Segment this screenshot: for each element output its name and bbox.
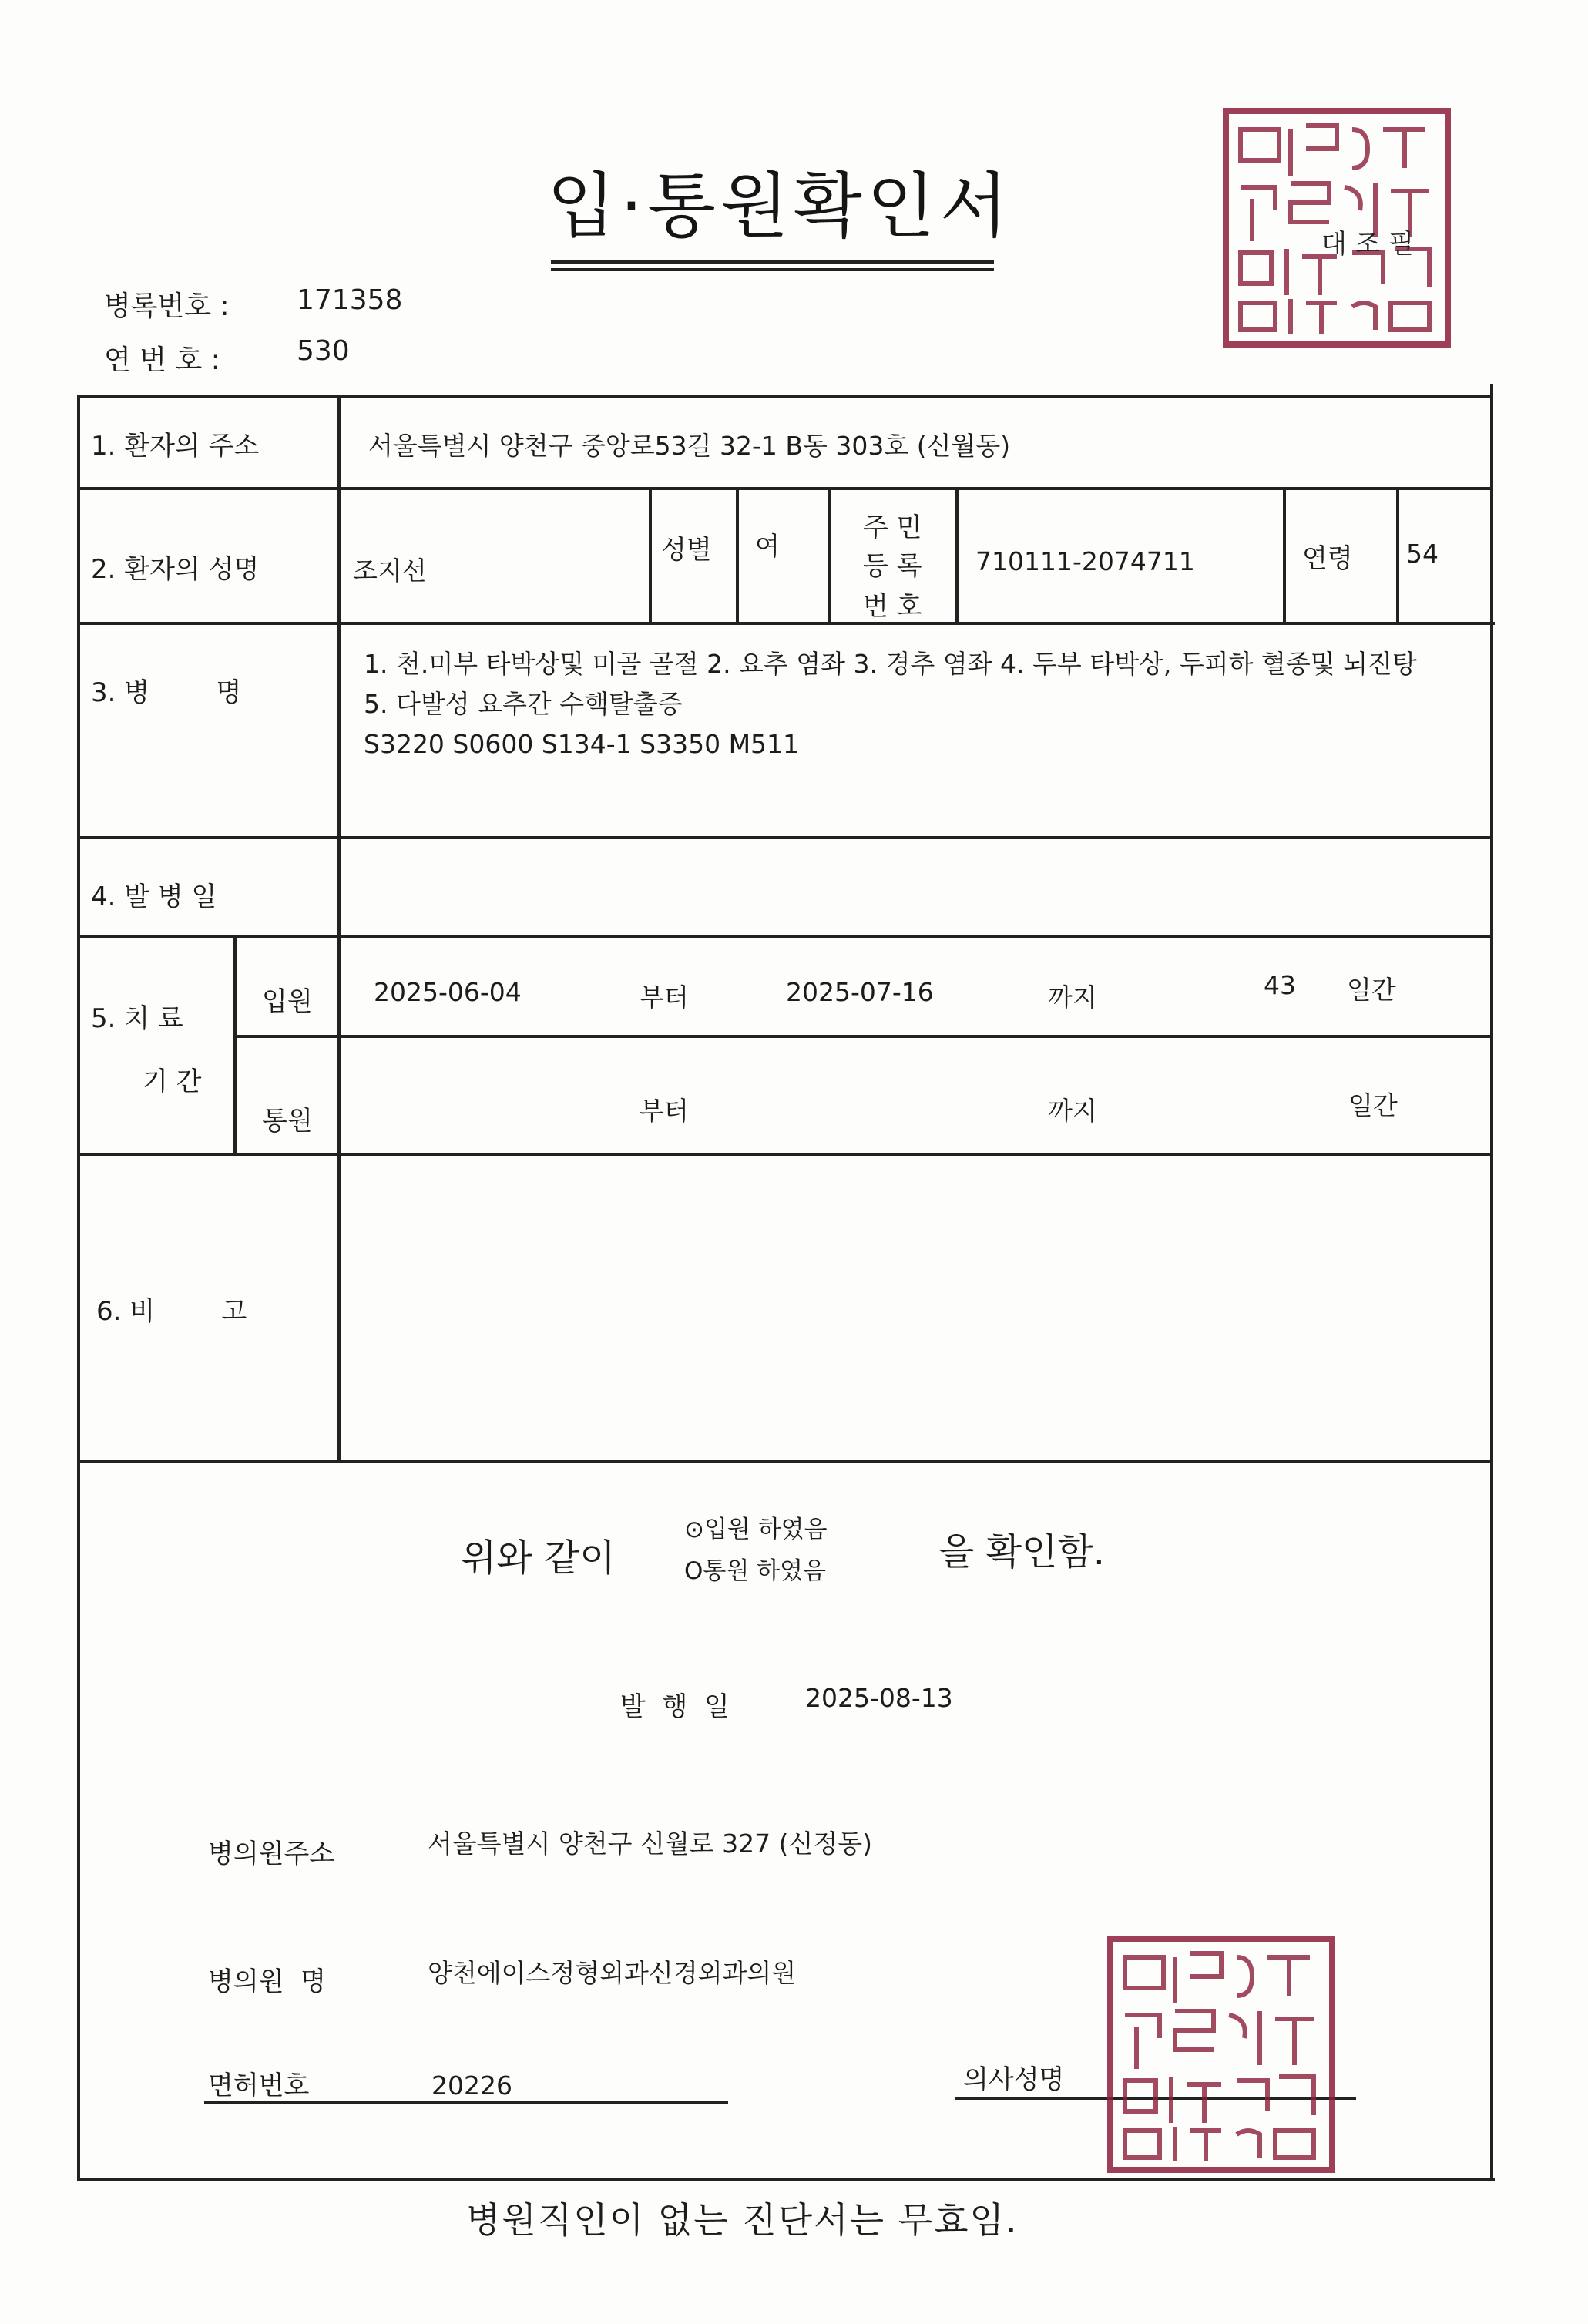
hospital-seal-bottom (1106, 1934, 1337, 2175)
hospital-seal-top (1221, 106, 1452, 349)
rrn-label-1: 주 민 (863, 512, 922, 543)
rrn-label-2: 등 록 (863, 551, 922, 582)
record-no-label: 병록번호 : (104, 290, 230, 322)
option-inpatient: ⊙입원 하였음 (684, 1516, 828, 1543)
cell-divider (1396, 487, 1399, 623)
row-divider (77, 622, 1495, 625)
disease-line-2: 5. 다발성 요추간 수핵탈출증 (364, 689, 683, 719)
patient-sex: 여 (755, 531, 780, 561)
row-divider (77, 487, 1492, 490)
outpatient-days-word: 일간 (1348, 1090, 1398, 1120)
license-no: 20226 (431, 2070, 512, 2101)
disease-line-1: 1. 천.미부 타박상및 미골 골절 2. 요추 염좌 3. 경추 염좌 4. 두부 타박상, 두피하 혈종및 뇌진탕 (364, 649, 1417, 679)
disease-codes: S3220 S0600 S134-1 S3350 M511 (364, 729, 800, 759)
document-title: 입·통원확인서 (547, 165, 1013, 247)
patient-age: 54 (1406, 539, 1439, 569)
doctor-label: 의사성명 (963, 2064, 1065, 2095)
patient-address: 서울특별시 양천구 중앙로53길 32-1 B동 303호 (신월동) (368, 431, 1011, 461)
title-underline-2 (551, 268, 994, 271)
hospital-address-label: 병의원주소 (208, 1839, 335, 1869)
treatment-sub-divider (233, 935, 237, 1154)
table-bottom-border (80, 2178, 1495, 2181)
patient-name: 조지선 (353, 556, 427, 586)
disease-label: 3. 병 명 (91, 677, 242, 708)
license-underline (204, 2101, 728, 2104)
inpatient-to: 2025-07-16 (786, 977, 934, 1007)
table-top-border (77, 395, 1492, 398)
sex-label: 성별 (661, 535, 712, 566)
inpatient-label: 입원 (262, 986, 313, 1017)
confirm-prefix: 위와 같이 (461, 1536, 616, 1580)
hospital-name: 양천에이스정형외과신경외과의원 (428, 1958, 797, 1988)
outpatient-to-word: 까지 (1048, 1096, 1097, 1126)
option-outpatient: O통원 하였음 (684, 1557, 826, 1585)
onset-label: 4. 발 병 일 (91, 882, 217, 912)
address-label: 1. 환자의 주소 (91, 431, 260, 462)
remarks-label: 6. 비 고 (96, 1296, 247, 1327)
cell-divider (736, 487, 739, 623)
license-label: 면허번호 (208, 2070, 310, 2101)
rrn-label-3: 번 호 (863, 591, 922, 622)
row-divider (77, 1460, 1492, 1463)
table-left-border (77, 395, 80, 2181)
cell-divider (828, 487, 831, 623)
inpatient-from-word: 부터 (640, 982, 689, 1013)
cell-divider (955, 487, 959, 623)
inpatient-from: 2025-06-04 (374, 977, 522, 1007)
treatment-label-2: 기 간 (143, 1066, 202, 1097)
title-underline (551, 260, 994, 264)
serial-no-label: 연 번 호 : (104, 344, 220, 376)
inpatient-days: 43 (1264, 970, 1296, 1000)
treatment-label-1: 5. 치 료 (91, 1003, 183, 1034)
patient-rrn: 710111-2074711 (975, 546, 1195, 576)
cell-divider (1283, 487, 1286, 623)
name-label: 2. 환자의 성명 (91, 554, 260, 585)
row-divider (77, 1153, 1492, 1156)
hospital-address: 서울특별시 양천구 신월로 327 (신정동) (428, 1829, 872, 1859)
row-divider (233, 1035, 1492, 1038)
seal-overlay-text: 대 조 필 (1321, 229, 1415, 260)
table-right-border (1490, 384, 1493, 2181)
serial-no-value: 530 (297, 335, 350, 367)
row-divider (77, 935, 1492, 938)
issue-date-label: 발 행 일 (620, 1691, 730, 1722)
confirm-suffix: 을 확인함. (938, 1530, 1105, 1573)
cell-divider (649, 487, 652, 623)
hospital-name-label: 병의원 명 (208, 1966, 326, 1997)
label-column-divider (337, 395, 341, 1463)
footer-note: 병원직인이 없는 진단서는 무효임. (466, 2199, 1019, 2241)
issue-date: 2025-08-13 (805, 1683, 953, 1713)
age-label: 연령 (1302, 543, 1353, 574)
outpatient-from-word: 부터 (640, 1096, 689, 1126)
outpatient-label: 통원 (262, 1106, 313, 1137)
row-divider (77, 836, 1492, 839)
record-no-value: 171358 (297, 284, 403, 316)
inpatient-to-word: 까지 (1048, 982, 1097, 1013)
inpatient-days-word: 일간 (1347, 975, 1396, 1005)
